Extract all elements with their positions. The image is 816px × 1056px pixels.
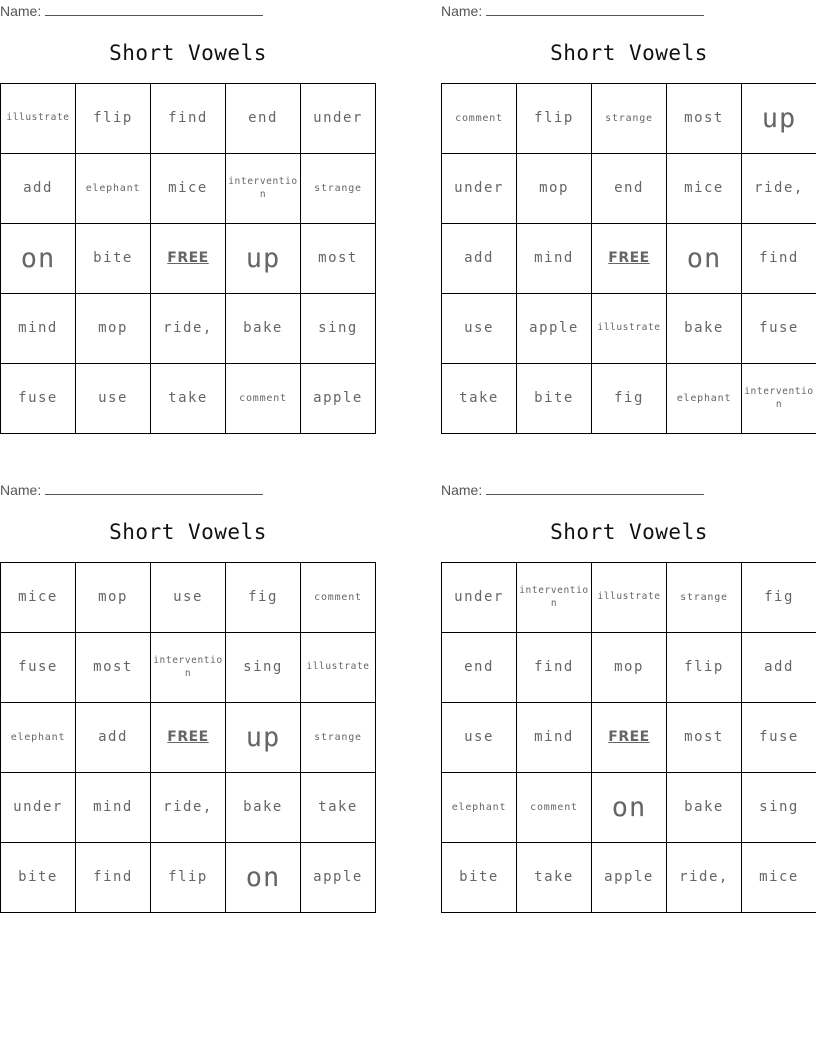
word-cell: comment <box>442 84 517 154</box>
word-cell: up <box>226 224 301 294</box>
word-cell: mind <box>517 224 592 294</box>
word-cell: mind <box>517 703 592 773</box>
word-cell: elephant <box>1 703 76 773</box>
word-cell: intervention <box>151 633 226 703</box>
word-cell: use <box>442 294 517 364</box>
word-cell: ride, <box>667 843 742 913</box>
word-cell: bake <box>226 773 301 843</box>
word-cell: mice <box>1 563 76 633</box>
word-cell: ride, <box>742 154 816 224</box>
word-cell: find <box>151 84 226 154</box>
grid-row <box>1 843 376 913</box>
card-title: Short Vowels <box>550 520 708 544</box>
word-cell: bake <box>226 294 301 364</box>
word-cell: ride, <box>151 773 226 843</box>
word-cell: comment <box>301 563 376 633</box>
word-cell: apple <box>517 294 592 364</box>
word-cell: intervention <box>742 364 816 434</box>
word-cell: illustrate <box>1 84 76 154</box>
word-cell: under <box>442 563 517 633</box>
name-label: Name: <box>441 3 483 19</box>
word-cell: mice <box>742 843 816 913</box>
word-cell: elephant <box>442 773 517 843</box>
word-cell: fuse <box>742 294 816 364</box>
word-cell: apple <box>592 843 667 913</box>
word-cell: use <box>151 563 226 633</box>
word-cell: illustrate <box>592 563 667 633</box>
word-cell: fig <box>226 563 301 633</box>
word-cell: under <box>1 773 76 843</box>
word-cell: strange <box>301 154 376 224</box>
word-cell: take <box>301 773 376 843</box>
word-cell: apple <box>301 364 376 434</box>
name-blank-line <box>486 2 704 16</box>
word-cell: end <box>226 84 301 154</box>
word-cell: under <box>442 154 517 224</box>
bingo-grid <box>0 83 376 434</box>
word-cell: sing <box>742 773 816 843</box>
name-label: Name: <box>441 482 483 498</box>
word-cell: use <box>76 364 151 434</box>
grid-row <box>1 364 376 434</box>
word-cell: mop <box>76 294 151 364</box>
word-cell: most <box>301 224 376 294</box>
grid-row <box>1 773 376 843</box>
free-space: FREE <box>592 224 667 294</box>
word-cell: fig <box>592 364 667 434</box>
word-cell: find <box>517 633 592 703</box>
word-cell: flip <box>76 84 151 154</box>
word-cell: end <box>592 154 667 224</box>
word-cell: bite <box>1 843 76 913</box>
word-cell: flip <box>517 84 592 154</box>
word-cell: comment <box>517 773 592 843</box>
card-title: Short Vowels <box>109 520 267 544</box>
word-cell: mice <box>151 154 226 224</box>
word-cell: most <box>667 84 742 154</box>
grid-row <box>442 294 816 364</box>
word-cell: use <box>442 703 517 773</box>
word-cell: illustrate <box>301 633 376 703</box>
grid-row <box>442 563 816 633</box>
name-field <box>0 481 263 498</box>
grid-row <box>442 843 816 913</box>
word-cell: take <box>442 364 517 434</box>
word-cell: bite <box>517 364 592 434</box>
name-field <box>0 2 263 19</box>
word-cell: ride, <box>151 294 226 364</box>
grid-row <box>1 84 376 154</box>
word-cell: fuse <box>1 633 76 703</box>
word-cell: end <box>442 633 517 703</box>
name-blank-line <box>45 2 263 16</box>
word-cell: mind <box>1 294 76 364</box>
grid-row <box>1 703 376 773</box>
word-cell: on <box>226 843 301 913</box>
card-title: Short Vowels <box>109 41 267 65</box>
word-cell: bake <box>667 294 742 364</box>
word-cell: strange <box>301 703 376 773</box>
word-cell: on <box>1 224 76 294</box>
word-cell: mind <box>76 773 151 843</box>
word-cell: elephant <box>667 364 742 434</box>
word-cell: strange <box>667 563 742 633</box>
grid-row <box>1 294 376 364</box>
word-cell: mop <box>592 633 667 703</box>
word-cell: bite <box>442 843 517 913</box>
word-cell: add <box>742 633 816 703</box>
word-cell: flip <box>667 633 742 703</box>
word-cell: elephant <box>76 154 151 224</box>
grid-row <box>442 84 816 154</box>
word-cell: fuse <box>742 703 816 773</box>
grid-row <box>1 563 376 633</box>
word-cell: find <box>76 843 151 913</box>
grid-row <box>442 633 816 703</box>
word-cell: most <box>76 633 151 703</box>
word-cell: add <box>76 703 151 773</box>
grid-row <box>442 154 816 224</box>
word-cell: sing <box>226 633 301 703</box>
word-cell: sing <box>301 294 376 364</box>
free-space: FREE <box>151 224 226 294</box>
word-cell: mop <box>517 154 592 224</box>
word-cell: up <box>742 84 816 154</box>
grid-row <box>1 154 376 224</box>
word-cell: illustrate <box>592 294 667 364</box>
word-cell: add <box>1 154 76 224</box>
name-blank-line <box>45 481 263 495</box>
grid-row <box>442 703 816 773</box>
word-cell: up <box>226 703 301 773</box>
word-cell: under <box>301 84 376 154</box>
grid-row <box>442 364 816 434</box>
grid-row <box>1 633 376 703</box>
free-space: FREE <box>592 703 667 773</box>
word-cell: take <box>151 364 226 434</box>
bingo-grid <box>441 83 816 434</box>
word-cell: intervention <box>226 154 301 224</box>
bingo-grid <box>441 562 816 913</box>
word-cell: most <box>667 703 742 773</box>
name-label: Name: <box>0 3 42 19</box>
bingo-grid <box>0 562 376 913</box>
word-cell: take <box>517 843 592 913</box>
name-blank-line <box>486 481 704 495</box>
name-label: Name: <box>0 482 42 498</box>
word-cell: on <box>667 224 742 294</box>
name-field <box>441 2 704 19</box>
grid-row <box>442 773 816 843</box>
word-cell: flip <box>151 843 226 913</box>
grid-row <box>442 224 816 294</box>
word-cell: mice <box>667 154 742 224</box>
card-title: Short Vowels <box>550 41 708 65</box>
word-cell: apple <box>301 843 376 913</box>
word-cell: add <box>442 224 517 294</box>
word-cell: find <box>742 224 816 294</box>
word-cell: bake <box>667 773 742 843</box>
word-cell: on <box>592 773 667 843</box>
word-cell: comment <box>226 364 301 434</box>
word-cell: fig <box>742 563 816 633</box>
word-cell: bite <box>76 224 151 294</box>
word-cell: strange <box>592 84 667 154</box>
grid-row <box>1 224 376 294</box>
name-field <box>441 481 704 498</box>
word-cell: fuse <box>1 364 76 434</box>
word-cell: intervention <box>517 563 592 633</box>
word-cell: mop <box>76 563 151 633</box>
free-space: FREE <box>151 703 226 773</box>
